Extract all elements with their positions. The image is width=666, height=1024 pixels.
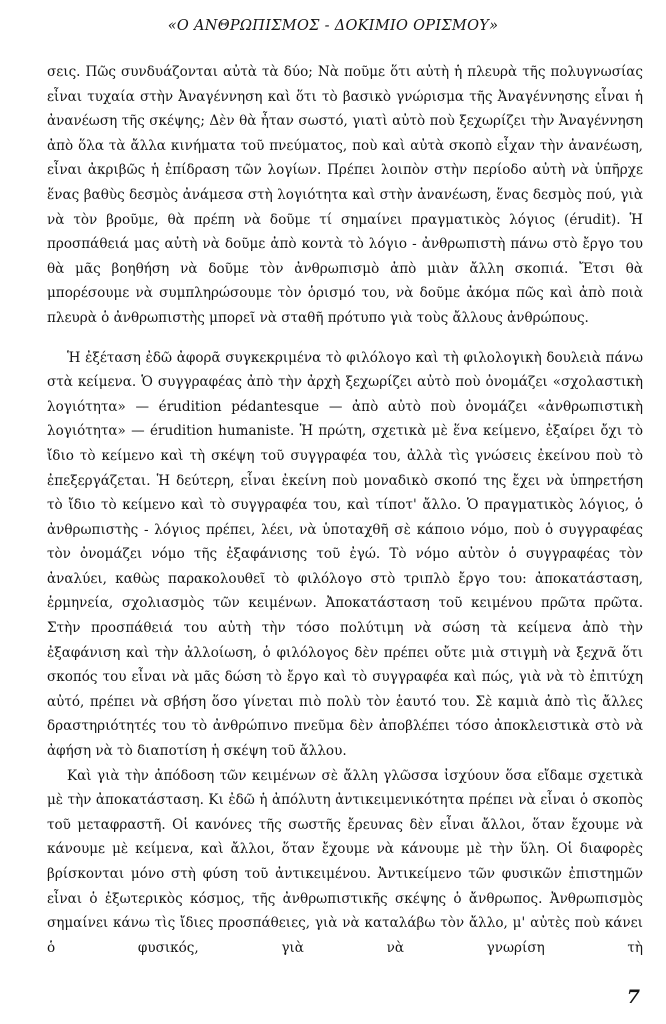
paragraph-3: Καὶ γιὰ τὴν ἀπόδοση τῶν κειμένων σὲ ἄλλη γλῶσσα ἰσχύουν ὅσα εἴδαμε σχετικὰ μὲ τὴν ἀποκατάσταση. Κι ἐδῶ ἡ ἀπόλυτη ἀντικειμενικότητα πρέπει νὰ εἶναι ὁ σκοπὸς τοῦ μεταφραστῆ. Οἱ κανόνες τῆς σωστῆς ἔρευνας δὲν εἶναι ἄλλοι, ὅταν ἔχουμε νὰ κάνουμε μὲ κείμενα, καὶ ἄλλοι, ὅταν ἔχουμε νὰ κάνουμε μὲ τὴν ὕλη. Οἱ διαφορὲς βρίσκονται μόνο στὴ φύση τοῦ ἀντικειμένου. Ἀντικείμενο τῶν φυσικῶν ἐπιστημῶν εἶναι ὁ ἐξωτερικὸς κόσμος, τῆς ἀνθρωπιστικῆς σκέψης ὁ ἄνθρωπος. Ἀνθρωπισμὸς σημαίνει κάνω τὶς ἴδιες προσπάθειες, γιὰ νὰ καταλάβω τὸν ἄλλο, μ' αὐτὲς ποὺ κάνει ὁ φυσικός, γιὰ νὰ γνωρίση τὴ (47, 767, 643, 956)
page-number: 7 (626, 986, 640, 1008)
running-head: «Ο ΑΝΘΡΩΠΙΣΜΟΣ - ΔΟΚΙΜΙΟ ΟΡΙΣΜΟΥ» (167, 18, 499, 34)
body-text (47, 60, 643, 960)
paragraph-gap (47, 331, 643, 346)
paragraph-2: Ἡ ἐξέταση ἐδῶ ἀφορᾶ συγκεκριμένα τὸ φιλόλογο καὶ τὴ φιλολογικὴ δουλειὰ πάνω στὰ κείμενα. Ὁ συγγραφέας ἀπὸ τὴν ἀρχὴ ξεχωρίζει αὐτὸ ποὺ ὀνομάζει «σχολαστικὴ λογιότητα» — érudition pédantesque — ἀπὸ αὐτὸ ποὺ ὀνομάζει «ἀνθρωπιστικὴ λογιότητα» — érudition humaniste. Ἡ πρώτη, σχετικὰ μὲ ἕνα κείμενο, ἐξαίρει ὄχι τὸ ἴδιο τὸ κείμενο καὶ τὴ σκέψη τοῦ συγγραφέα του, ἀλλὰ τὶς γνώσεις ἐκείνου ποὺ τὸ ἐπεξεργάζεται. Ἡ δεύτερη, εἶναι ἐκείνη ποὺ μοναδικὸ σκοπό της ἔχει νὰ ὑπηρετήση τὸ ἴδιο τὸ κείμενο καὶ τὸ συγγραφέα του, καὶ τίποτ' ἄλλο. Ὁ πραγματικὸς λόγιος, ὁ ἀνθρωπιστὴς - λόγιος πρέπει, λέει, νὰ ὑποταχθῆ σὲ κάποιο νόμο, ποὺ ὁ συγγραφέας τὸν ὀνομάζει νόμο τῆς ἐξαφάνισης τοῦ ἐγώ. Τὸ νόμο αὐτὸν ὁ συγγραφέας τὸν ἀναλύει, καθὼς παρακολουθεῖ τὸ φιλόλογο στὸ τριπλὸ ἔργο του: ἀποκατάσταση, ἑρμηνεία, σχολιασμὸς τῶν κειμένων. Ἀποκατάσταση τοῦ κειμένου πρῶτα πρῶτα. Στὴν προσπάθειά του αὐτὴ τὴν τόσο πολύτιμη νὰ σώση τὰ κείμενα ἀπὸ τὴν ἐξαφάνιση καὶ τὴν ἀλλοίωση, ὁ φιλόλογος δὲν πρέπει οὔτε μιὰ στιγμὴ νὰ ξεχνᾶ ὅτι σκοπός του εἶναι νὰ μᾶς δώση τὸ ἔργο καὶ τὸ συγγραφέα καὶ πώς, γιὰ νὰ τὸ ἐπιτύχη αὐτό, πρέπει νὰ σβήση ὅσο γίνεται πιὸ πολὺ τὸν ἑαυτό του. Σὲ καμιὰ ἀπὸ τὶς ἄλλες δραστηριότητές του τὸ ἀνθρώπινο πνεῦμα δὲν ἀποβλέπει τόσο ἀποκλειστικὰ στὸ νὰ ἀφήση νὰ τὸ διαποτίση ἡ σκέψη τοῦ ἄλλου. (47, 349, 643, 760)
paragraph-1: σεις. Πῶς συνδυάζονται αὐτὰ τὰ δύο; Νὰ ποῦμε ὅτι αὐτὴ ἡ πλευρὰ τῆς πολυγνωσίας εἶναι τυχαία στὴν Ἀναγέννηση καὶ ὅτι τὸ βασικὸ γνώρισμα τῆς Ἀναγέννησης εἶναι ἡ ἀνανέωση τῆς σκέψης; Δὲν θὰ ἦταν σωστό, γιατὶ αὐτὸ ποὺ ξεχωρίζει τὴν Ἀναγέννηση ἀπὸ ὅλα τὰ ἄλλα κινήματα τοῦ πνεύματος, ποὺ καὶ αὐτὰ σκοπὸ εἶχαν τὴν ἀνανέωση, εἶναι ἀκριβῶς ἡ ἐπίδραση τῶν λογίων. Πρέπει λοιπὸν στὴν περίοδο αὐτὴ νὰ ὑπῆρχε ἕνας βαθὺς δεσμὸς ἀνάμεσα στὴ λογιότητα καὶ στὴν ἀνανέωση, ἕνας δεσμὸς πού, γιὰ νὰ τὸν βροῦμε, θὰ πρέπη νὰ δοῦμε τί σημαίνει πραγματικὸς λόγιος (érudit). Ἡ προσπάθειά μας αὐτὴ νὰ δοῦμε ἀπὸ κοντὰ τὸ λόγιο - ἀνθρωπιστὴ πάνω στὸ ἔργο του θὰ μᾶς βοηθήση νὰ δοῦμε τὸν ἀνθρωπισμὸ ἀπὸ μιὰν ἄλλη σκοπιά. Ἔτσι θὰ μπορέσουμε νὰ συμπληρώσουμε τὸν ὁρισμό του, νὰ δοῦμε ἀκόμα πῶς καὶ ἀπὸ ποιὰ πλευρὰ ὁ ἀνθρωπιστὴς μπορεῖ νὰ σταθῆ πρότυπο γιὰ τοὺς ἄλλους ἀνθρώπους. (47, 64, 643, 326)
